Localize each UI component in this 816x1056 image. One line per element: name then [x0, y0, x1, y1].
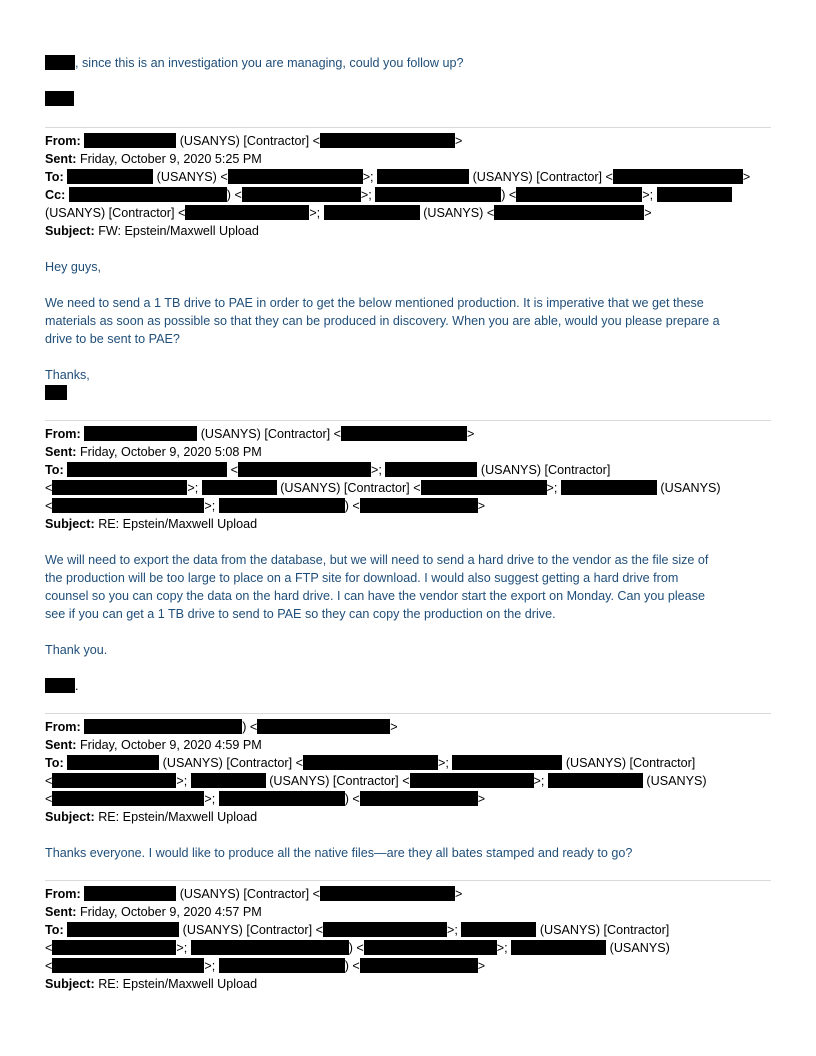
- email2-from: From: (USANYS) [Contractor] < >: [45, 427, 475, 441]
- email1-sent-value: Friday, October 9, 2020 5:25 PM: [79, 152, 262, 166]
- redaction-block: [360, 791, 478, 806]
- redaction-block: [238, 462, 371, 477]
- redaction-block: [657, 187, 732, 202]
- redaction-block: [257, 719, 390, 734]
- redaction-block: [548, 773, 643, 788]
- redaction-block: [69, 187, 227, 202]
- redaction-block: [45, 55, 75, 70]
- email4-sent-value: Friday, October 9, 2020 4:57 PM: [79, 905, 262, 919]
- redaction-block: [45, 91, 74, 106]
- email4-to-continued: < >; ) < >: [45, 959, 486, 973]
- redaction-block: [516, 187, 642, 202]
- redaction-block: [67, 462, 227, 477]
- email3-from: From: ) < >: [45, 720, 398, 734]
- redaction-block: [191, 773, 266, 788]
- redaction-block: [67, 755, 159, 770]
- redaction-block: [67, 169, 153, 184]
- email2-body-line: We will need to export the data from the database, but we will need to send a hard drive to the vendor as the file size of: [45, 553, 709, 567]
- signature-line: [45, 91, 74, 107]
- redaction-block: [452, 755, 562, 770]
- redaction-block: [320, 886, 455, 901]
- email3-body-line: Thanks everyone. I would like to produce all the native files—are they all bates stamped and ready to go?: [45, 846, 633, 860]
- redaction-block: [341, 426, 467, 441]
- email2-closing: Thank you.: [45, 643, 108, 657]
- email1-body-line: drive to be sent to PAE?: [45, 332, 180, 346]
- redaction-block: [52, 498, 204, 513]
- email2-sent-value: Friday, October 9, 2020 5:08 PM: [79, 445, 262, 459]
- email3-sent-value: Friday, October 9, 2020 4:59 PM: [79, 738, 262, 752]
- redaction-block: [185, 205, 309, 220]
- email2-sent: Sent: Friday, October 9, 2020 5:08 PM: [45, 445, 262, 459]
- redaction-block: [360, 958, 478, 973]
- redaction-block: [303, 755, 438, 770]
- redaction-block: [320, 133, 455, 148]
- email2-to: To: < >; (USANYS) [Contractor]: [45, 463, 611, 477]
- redaction-block: [84, 719, 242, 734]
- intro-message: , since this is an investigation you are managing, could you follow up?: [75, 56, 464, 70]
- redaction-block: [219, 958, 345, 973]
- divider: [45, 880, 771, 881]
- email2-body-line: see if you can get a 1 TB drive to send to PAE so they can copy the production on the drive.: [45, 607, 556, 621]
- email4-to-continued: < >; ) < >; (USANYS): [45, 941, 670, 955]
- email4-subject: Subject: RE: Epstein/Maxwell Upload: [45, 977, 258, 991]
- divider: [45, 713, 771, 714]
- email4-from: From: (USANYS) [Contractor] < >: [45, 887, 463, 901]
- email2-body-line: the production will be too large to place on a FTP site for download. I would also suggest getting a hard drive from: [45, 571, 679, 585]
- redaction-block: [494, 205, 644, 220]
- email4-to: To: (USANYS) [Contractor] < >; (USANYS) [Contractor]: [45, 923, 670, 937]
- redaction-block: [377, 169, 469, 184]
- redaction-block: [45, 678, 75, 693]
- redaction-block: [219, 498, 345, 513]
- redaction-block: [375, 187, 501, 202]
- redaction-block: [410, 773, 534, 788]
- email1-greeting: Hey guys,: [45, 260, 101, 274]
- redaction-block: [67, 922, 179, 937]
- redaction-block: [323, 922, 447, 937]
- email1-body-line: We need to send a 1 TB drive to PAE in order to get the below mentioned production. It is imperative that we get these: [45, 296, 704, 310]
- email2-body-line: counsel so you can copy the data on the hard drive. I can have the vendor start the export on Monday. Can you please: [45, 589, 705, 603]
- email1-from: From: (USANYS) [Contractor] < >: [45, 134, 463, 148]
- email1-closing: Thanks,: [45, 368, 90, 382]
- divider: [45, 127, 771, 128]
- email1-cc: Cc: ) < >; ) < >;: [45, 187, 732, 203]
- redaction-block: [219, 791, 345, 806]
- email1-cc-continued: (USANYS) [Contractor] < >; (USANYS) < >: [45, 206, 652, 220]
- redaction-block: [45, 385, 67, 400]
- email2-signature: .: [45, 678, 79, 694]
- email2-subject: Subject: RE: Epstein/Maxwell Upload: [45, 517, 258, 531]
- email3-subject: Subject: RE: Epstein/Maxwell Upload: [45, 810, 258, 824]
- redaction-block: [84, 886, 176, 901]
- email1-signature: [45, 385, 67, 401]
- redaction-block: [228, 169, 363, 184]
- redaction-block: [52, 773, 176, 788]
- redaction-block: [385, 462, 477, 477]
- redaction-block: [52, 480, 187, 495]
- redaction-block: [613, 169, 743, 184]
- redaction-block: [191, 940, 349, 955]
- intro-line: [45, 55, 464, 71]
- email3-to-continued: < >; (USANYS) [Contractor] < >; (USANYS): [45, 774, 707, 788]
- email1-sent: Sent: Friday, October 9, 2020 5:25 PM: [45, 152, 262, 166]
- email3-sent: Sent: Friday, October 9, 2020 4:59 PM: [45, 738, 262, 752]
- email1-subject-value: FW: Epstein/Maxwell Upload: [98, 224, 259, 238]
- redaction-block: [511, 940, 606, 955]
- email2-subject-value: RE: Epstein/Maxwell Upload: [98, 517, 258, 531]
- redaction-block: [461, 922, 536, 937]
- redaction-block: [52, 940, 176, 955]
- redaction-block: [360, 498, 478, 513]
- email2-to-continued: < >; ) < >: [45, 499, 486, 513]
- email1-body-line: materials as soon as possible so that they can be produced in discovery. When you are able, would you please prepare a: [45, 314, 720, 328]
- redaction-block: [84, 426, 197, 441]
- redaction-block: [561, 480, 657, 495]
- email3-to-continued: < >; ) < >: [45, 792, 486, 806]
- email2-to-continued: < >; (USANYS) [Contractor] < >; (USANYS): [45, 481, 721, 495]
- email3-to: To: (USANYS) [Contractor] < >; (USANYS) [Contractor]: [45, 756, 696, 770]
- email3-subject-value: RE: Epstein/Maxwell Upload: [98, 810, 258, 824]
- redaction-block: [324, 205, 420, 220]
- redaction-block: [202, 480, 277, 495]
- redaction-block: [52, 791, 204, 806]
- email1-to: To: (USANYS) < >; (USANYS) [Contractor] < >: [45, 170, 751, 184]
- redaction-block: [52, 958, 204, 973]
- email1-subject: Subject: FW: Epstein/Maxwell Upload: [45, 224, 259, 238]
- divider: [45, 420, 771, 421]
- email4-subject-value: RE: Epstein/Maxwell Upload: [98, 977, 258, 991]
- redaction-block: [421, 480, 547, 495]
- redaction-block: [364, 940, 497, 955]
- email4-sent: Sent: Friday, October 9, 2020 4:57 PM: [45, 905, 262, 919]
- redaction-block: [242, 187, 361, 202]
- redaction-block: [84, 133, 176, 148]
